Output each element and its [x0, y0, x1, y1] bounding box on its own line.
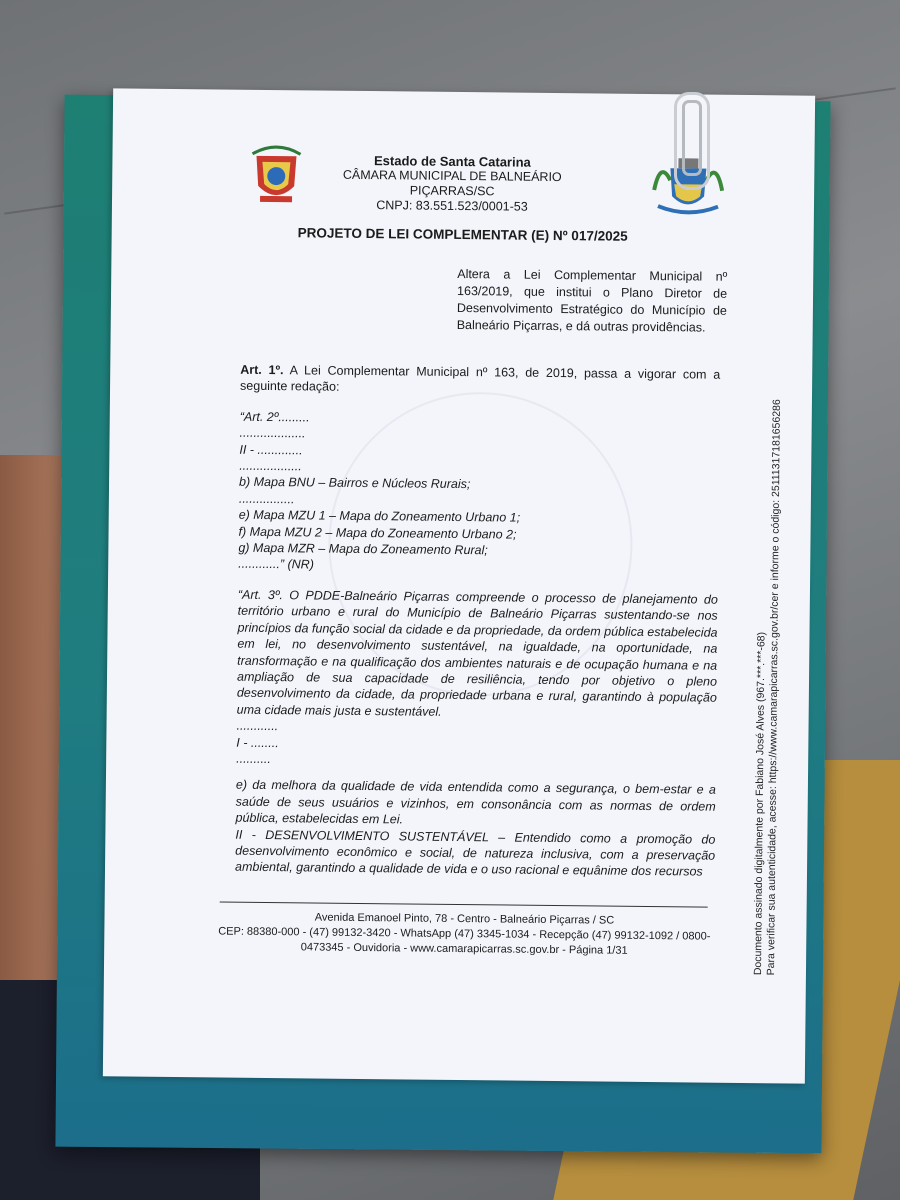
- amended-line: b) Mapa BNU – Bairros e Núcleos Rurais;: [239, 475, 471, 492]
- verification-line: Para verificar sua autenticidade, acesse: https://www.camarapicarras.sc.gov.br/cer e informe o código: 25111317181656286: [764, 399, 783, 976]
- elision-line: ............: [236, 718, 279, 734]
- amended-line: ..................: [239, 458, 302, 474]
- footer-divider: [220, 902, 708, 908]
- amended-line: e) Mapa MZU 1 – Mapa do Zoneamento Urbano 1;: [238, 507, 521, 525]
- signature-line: Documento assinado digitalmente por Fabiano José Alves (967.***.***-68): [751, 631, 768, 976]
- amended-line: ...................: [239, 425, 306, 441]
- footer-contacts: CEP: 88380-000 - (47) 99132-3420 - WhatsApp (47) 3345-1034 - Recepção (47) 99132-1092 / 0800-0473345 - Ouvidoria - www.camarapicarras.sc.gov.br - Página 1/31: [218, 925, 711, 957]
- digital-signature-note: [752, 355, 784, 975]
- paperclip-inner: [682, 100, 702, 176]
- footer-address: Avenida Emanoel Pinto, 78 - Centro - Balneário Piçarras / SC: [314, 911, 615, 927]
- state-name: Estado de Santa Catarina: [373, 153, 531, 170]
- chamber-crest-icon: [246, 142, 307, 209]
- bill-body: [235, 362, 720, 881]
- document-content: [103, 88, 815, 1083]
- amended-line: ............” (NR): [238, 557, 314, 572]
- article-1-text: A Lei Complementar Municipal nº 163, de 2019, passa a vigorar com a seguinte redação:: [240, 363, 721, 395]
- letterhead: [302, 152, 603, 215]
- item-ii: II - DESENVOLVIMENTO SUSTENTÁVEL – Entendido como a promoção do desenvolvimento econômico e social, de natureza inclusiva, com a preservação ambiental, garantindo a qualidade de vida e o uso racional e equânime dos recursos: [234, 827, 716, 879]
- bill-title: PROJETO DE LEI COMPLEMENTAR (E) Nº 017/2025: [297, 225, 628, 244]
- item-e: e) da melhora da qualidade de vida entendida como a segurança, o bem-estar e a saúde de seus usuários e vizinhos, em consonância com as normas de ordem pública, estabelecidas em Lei.: [235, 778, 716, 827]
- footer: [214, 909, 714, 959]
- bill-summary: Altera a Lei Complementar Municipal nº 163/2019, que institui o Plano Diretor de Desenvolvimento Estratégico do Município de Balneário Piçarras, e dá outras providências.: [456, 266, 728, 335]
- elision-line: ..........: [236, 751, 271, 766]
- article-1-label: Art. 1º.: [240, 362, 284, 378]
- cnpj: CNPJ: 83.551.523/0001-53: [376, 198, 528, 214]
- amended-line: f) Mapa MZU 2 – Mapa do Zoneamento Urbano 2;: [238, 524, 517, 542]
- article-1: [240, 362, 720, 400]
- amended-line: “Art. 2º.........: [239, 409, 310, 425]
- amended-line: II - .............: [239, 442, 303, 457]
- chamber-name: CÂMARA MUNICIPAL DE BALNEÁRIO PIÇARRAS/SC: [342, 167, 562, 199]
- document-page: [103, 88, 815, 1083]
- article-3: “Art. 3º. O PDDE-Balneário Piçarras compreende o processo de planejamento do território urbano e rural do Município de Balneário Piçarras sustentando-se nos princípios da função social da cidade e da propriedade, da ordem pública estabelecida em lei, no desenvolvimento sustentável, na igualdade, na oportunidade, na transformação e na qualificação dos ambientes naturais e de ocupação humana e na ampliação de sua capacidade de resiliência, tendo por objetivo o pleno desenvolvimento da cidade, da propriedade urbana e rural, garantindo à população uma cidade mais justa e sustentável.: [236, 587, 718, 719]
- elision-line: I - ........: [236, 735, 279, 750]
- amended-line: ................: [238, 491, 295, 507]
- amended-line: g) Mapa MZR – Mapa do Zoneamento Rural;: [238, 540, 488, 558]
